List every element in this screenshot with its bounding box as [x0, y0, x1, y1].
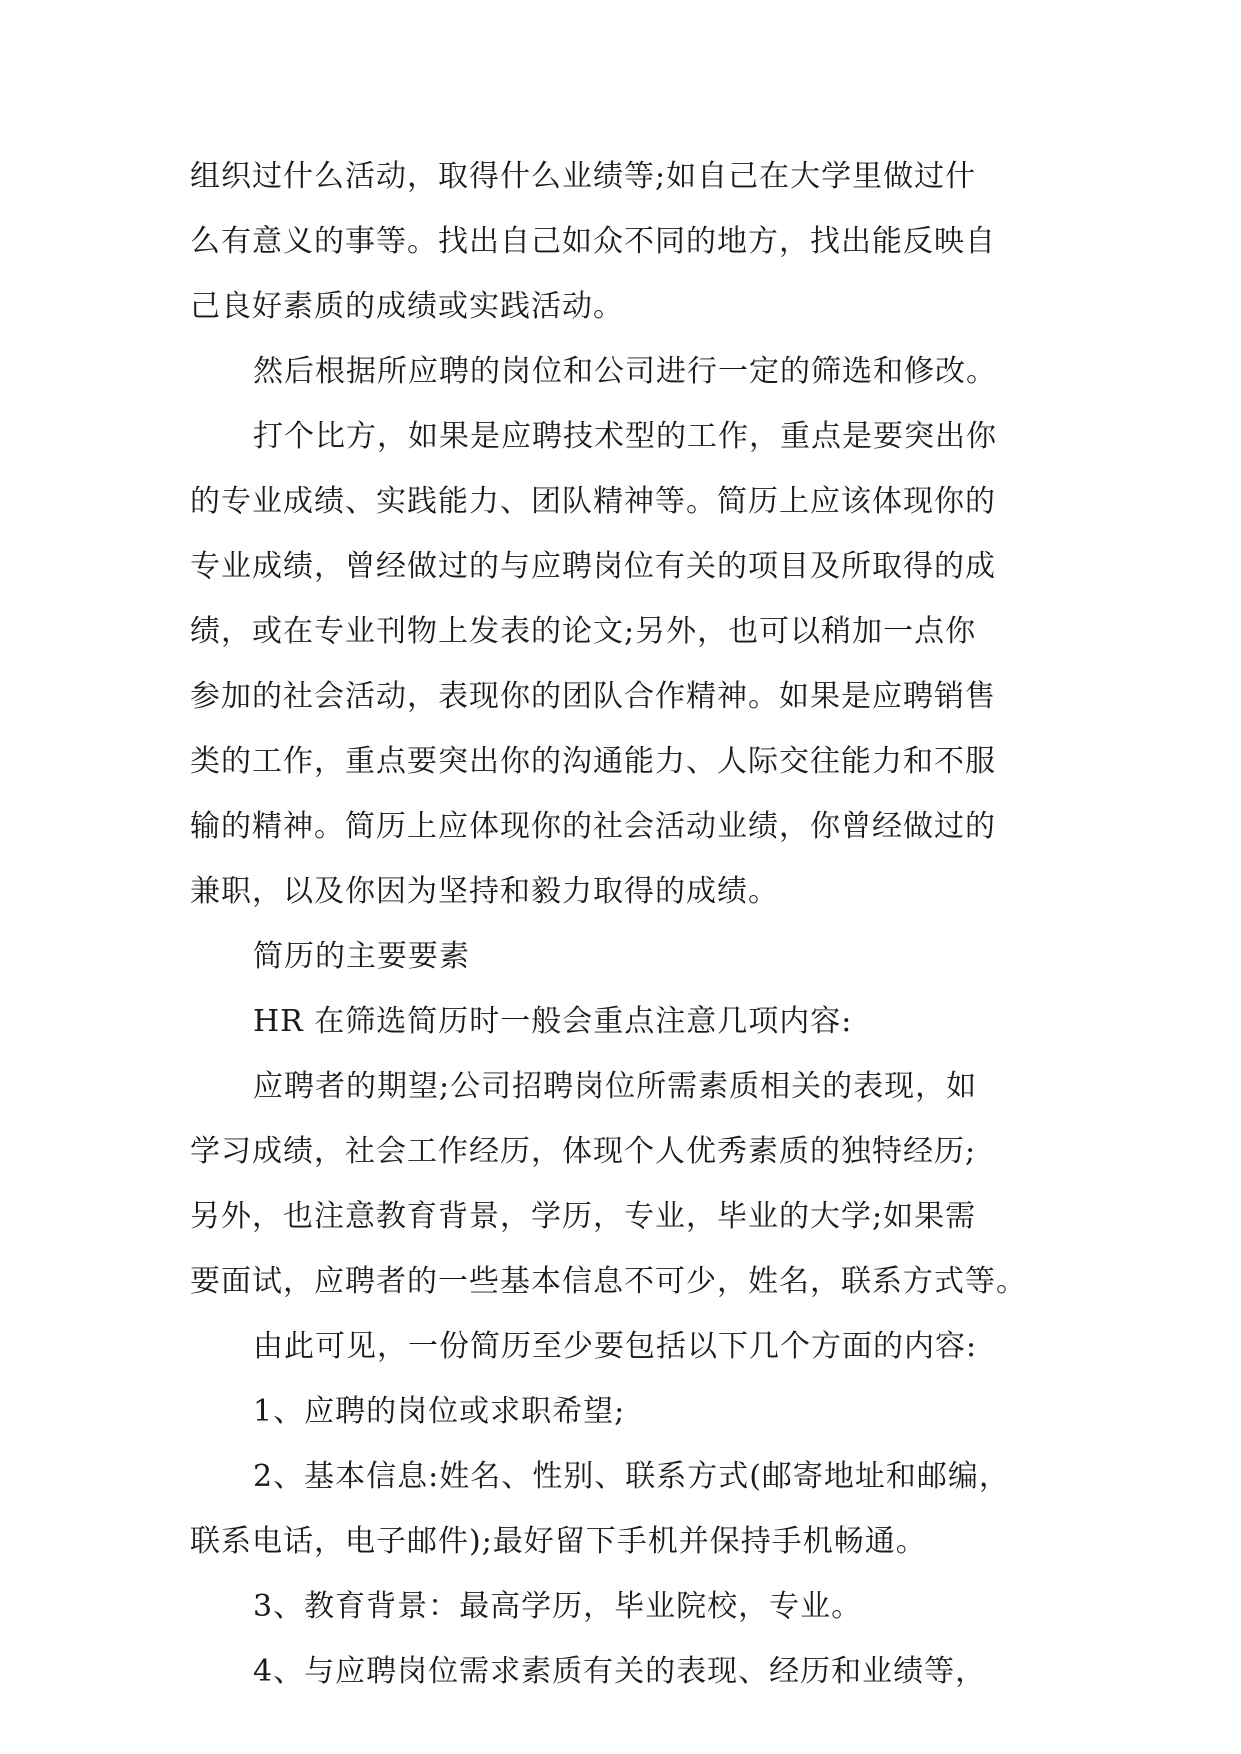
text-line: 输的精神。简历上应体现你的社会活动业绩，你曾经做过的 — [190, 809, 996, 844]
text-line: 参加的社会活动，表现你的团队合作精神。如果是应聘销售 — [190, 679, 996, 714]
text-line: 联系电话，电子邮件);最好留下手机并保持手机畅通。 — [190, 1524, 927, 1559]
list-item: 3、教育背景：最高学历，毕业院校，专业。 — [253, 1589, 863, 1624]
text-line: 么有意义的事等。找出自己如众不同的地方，找出能反映自 — [190, 224, 996, 259]
paragraph-start-line: HR 在筛选简历时一般会重点注意几项内容: — [253, 1004, 853, 1039]
list-item: 1、应聘的岗位或求职希望; — [253, 1394, 626, 1429]
text-line: 兼职，以及你因为坚持和毅力取得的成绩。 — [190, 874, 779, 909]
text-line: 专业成绩，曾经做过的与应聘岗位有关的项目及所取得的成 — [190, 549, 996, 584]
text-line: 类的工作，重点要突出你的沟通能力、人际交往能力和不服 — [190, 744, 996, 779]
section-heading: 简历的主要要素 — [253, 939, 470, 974]
paragraph-start-line: 由此可见，一份简历至少要包括以下几个方面的内容: — [253, 1329, 978, 1364]
text-line: 学习成绩，社会工作经历，体现个人优秀素质的独特经历; — [190, 1134, 977, 1169]
list-item: 4、与应聘岗位需求素质有关的表现、经历和业绩等， — [253, 1654, 987, 1689]
text-line: 组织过什么活动，取得什么业绩等;如自己在大学里做过什 — [190, 159, 977, 194]
text-line: 另外，也注意教育背景，学历，专业，毕业的大学;如果需 — [190, 1199, 977, 1234]
paragraph-start-line: 打个比方，如果是应聘技术型的工作，重点是要突出你 — [253, 419, 997, 454]
paragraph-start-line: 然后根据所应聘的岗位和公司进行一定的筛选和修改。 — [253, 354, 997, 389]
text-line: 要面试，应聘者的一些基本信息不可少，姓名，联系方式等。 — [190, 1264, 1027, 1299]
text-line: 己良好素质的成绩或实践活动。 — [190, 289, 624, 324]
text-line: 的专业成绩、实践能力、团队精神等。简历上应该体现你的 — [190, 484, 996, 519]
list-item: 2、基本信息:姓名、性别、联系方式(邮寄地址和邮编， — [253, 1459, 1010, 1494]
text-line: 绩，或在专业刊物上发表的论文;另外，也可以稍加一点你 — [190, 614, 977, 649]
paragraph-start-line: 应聘者的期望;公司招聘岗位所需素质相关的表现，如 — [253, 1069, 978, 1104]
